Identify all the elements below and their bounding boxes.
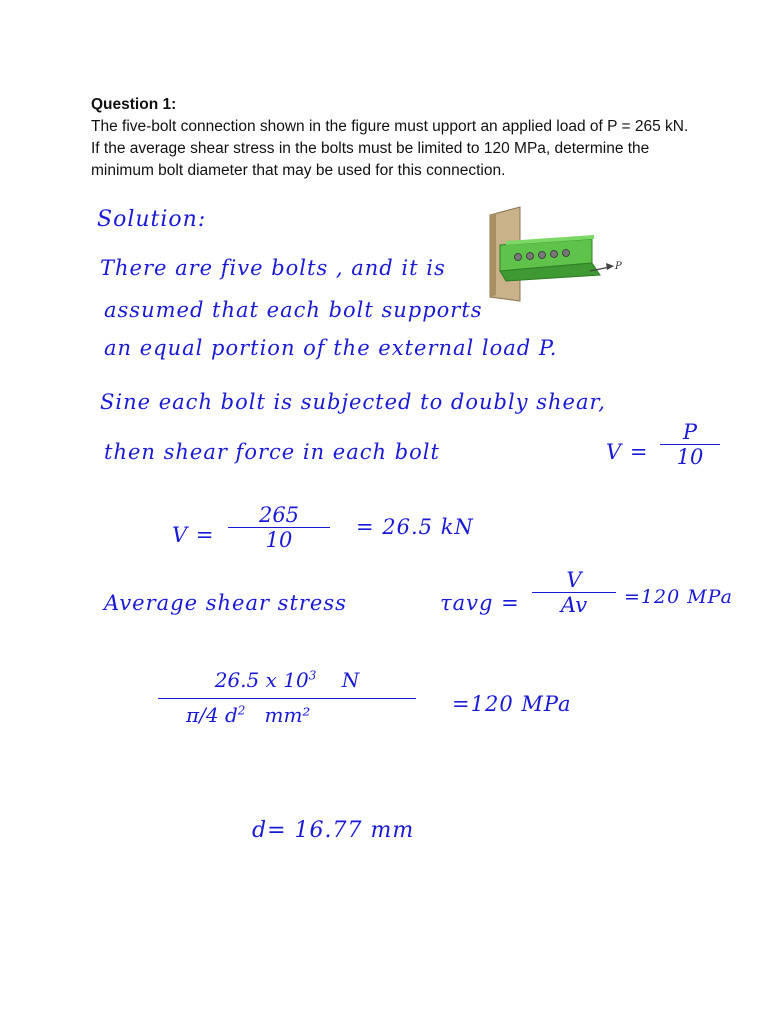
question-body: The five-bolt connection shown in the figure must upport an applied load of P = 265 kN. If the average shear stress in the bolts must be limited to 120 MPa, determine the minimum bolt diameter that may be used for this connection.: [91, 118, 689, 179]
fraction-bar: [158, 698, 416, 699]
stress-calc-denominator: [158, 703, 416, 727]
question-title: Question 1:: [91, 96, 177, 113]
solution-line-2: assumed that each bolt supports: [104, 298, 483, 322]
stress-calc-numerator: [158, 668, 416, 692]
v-calc-denominator: 10: [265, 528, 293, 552]
solution-line-1: There are five bolts , and it is: [100, 256, 446, 280]
v-calc-result: = 26.5 kN: [356, 515, 474, 539]
stress-num-value: 26.5 x 10: [214, 668, 309, 692]
stress-num-unit: N: [341, 668, 360, 692]
solution-line-3: an equal portion of the external load P.: [104, 336, 558, 360]
load-label-p: P: [615, 261, 622, 272]
v-definition-fraction: [660, 420, 720, 469]
stress-den-unit: mm²: [264, 703, 311, 727]
solution-line-5: then shear force in each bolt: [104, 440, 440, 464]
stress-calc-fraction: [158, 668, 416, 727]
stress-den-exponent: 2: [237, 703, 246, 718]
v-calc-fraction: [228, 503, 330, 552]
solution-heading: Solution:: [97, 207, 207, 232]
stress-calc-result: =120 MPa: [452, 692, 572, 716]
avg-stress-label: Average shear stress: [104, 591, 347, 615]
v-calc-numerator: 265: [258, 503, 300, 527]
v-calc-lhs: V =: [172, 523, 215, 547]
bolt-connection-figure: [482, 205, 632, 305]
tau-avg-numerator: V: [566, 568, 582, 592]
tau-avg-result: =120 MPa: [624, 586, 733, 608]
v-definition-numerator: P: [682, 420, 698, 444]
tau-avg-lhs: τavg =: [440, 591, 520, 615]
stress-den-value: π/4 d: [186, 703, 238, 727]
tau-avg-fraction: [532, 568, 616, 617]
stress-num-exponent: 3: [308, 668, 317, 683]
final-result: d= 16.77 mm: [252, 818, 415, 843]
v-definition-denominator: 10: [676, 445, 704, 469]
solution-line-4: Sine each bolt is subjected to doubly shear,: [100, 390, 606, 414]
tau-avg-denominator: Av: [560, 593, 588, 617]
v-definition-lhs: V =: [606, 440, 649, 464]
